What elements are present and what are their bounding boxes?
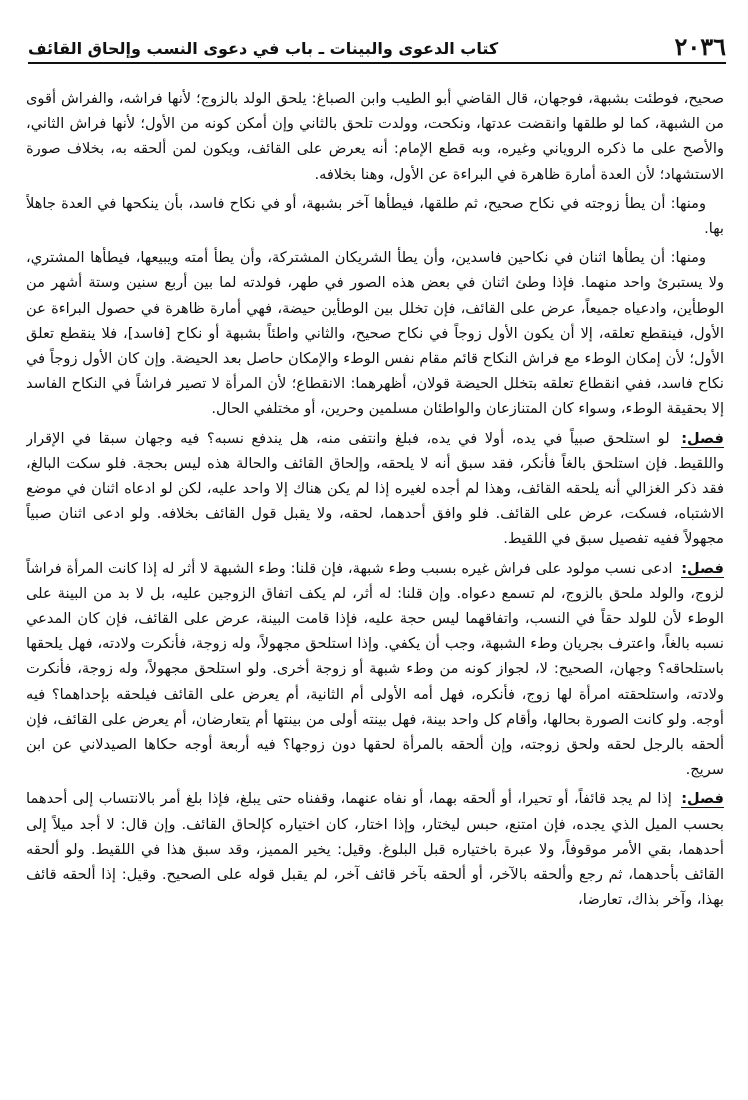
paragraph-text: ومنها: أن يطأ زوجته في نكاح صحيح، ثم طلقها، فيطأها آخر بشبهة، أو في نكاح فاسد، بأن ينكحها في العدة جاهلاً بها. <box>26 194 724 238</box>
paragraph-text: إذا لم يجد قائفاً، أو تحيرا، أو ألحقه بهما، أو نفاه عنهما، وقفناه حتى يبلغ، فإذا بلغ أمر بالانتساب إلى أحدهما بحسب الميل الذي يجده، فإن امتنع، حبس ليختار، وإذا اختار، كان اختياره كإلحاق القائف. وإن قال: لا أجد ميلاً إلى أحدهما، بقي الأمر موقوفاً، ولا عبرة باختياره قبل البلوغ. وقيل: يخير المميز، وقد سبق هذا في اللقيط. ولو ألحقه القائف بأحدهما، ثم رجع وألحقه بالآخر، أو ألحقه بآخر قائف آخر، لم يقبل قوله على الصحيح. وقيل: إذا ألحقه قائف بهذا، وآخر بذاك، تعارضا، <box>26 790 724 909</box>
chapter-title: كتاب الدعوى والبينات ـ باب في دعوى النسب وإلحاق القائف <box>28 39 499 58</box>
section-paragraph <box>26 426 724 552</box>
paragraph <box>26 191 724 241</box>
section-paragraph <box>26 786 724 912</box>
section-label: فصل: <box>681 559 724 577</box>
body-text <box>26 86 724 1080</box>
paragraph <box>26 245 724 421</box>
section-label: فصل: <box>681 429 724 447</box>
section-label: فصل: <box>681 790 724 808</box>
page-number: ٢٠٣٦ <box>674 32 726 61</box>
paragraph-text: صحيح، فوطئت بشبهة، فوجهان، قال القاضي أبو الطيب وابن الصباغ: يلحق الولد بالزوج؛ لأنها فراشه، والفراش أقوى من الشبهة، كما لو طلقها وانقضت عدتها، ونكحت، وولدت تلحق بالثاني وإن أمكن كونه من الأول؛ لأنها فراش الثاني، والأصح على ما ذكره الروياني وغيره، وبه قطع الإمام: أنه يعرض على القائف، ويكون لمن ألحقه به، بخلاف صورة الاستشهاد؛ لأن العدة أمارة ظاهرة في البراءة عن الأول، وهنا بخلافه. <box>26 90 724 183</box>
paragraph <box>26 86 724 187</box>
paragraph-text: لو استلحق صبياً في يده، أولا في يده، فبلغ وانتفى منه، هل يندفع نسبه؟ فيه وجهان سبقا في الإقرار واللقيط. فإن استلحق بالغاً فأنكر، فقد سبق أنه لا يلحقه، وإلحاق القائف والحالة هذه ليس بحجة. فلو سكت البالغ، فقد ذكر الغزالي أنه يلحقه القائف، وهذا لم أجده لغيره إذا لم يكن هناك إلا واحد عليه، لكن لو ادعاه اثنان في موضع الاشتباه، فسكت، عرض على القائف. فلو وافق أحدهما، لحقه، ولا يقبل قول القائف بخلافه. ولو ادعى اثنان صبياً مجهولاً ففيه تفصيل سبق في اللقيط. <box>26 429 724 548</box>
section-paragraph <box>26 556 724 783</box>
running-header <box>28 30 726 64</box>
paragraph-text: ومنها: أن يطأها اثنان في نكاحين فاسدين، وأن يطأ الشريكان المشتركة، وأن يطأ أمته ويبيعها، فيطأها المشتري، ولا يستبرئ واحد منهما. فإذا وطئ اثنان في بعض هذه الصور في طهر، فولدته لما بين أربع سنين وستة أشهر من الوطأين، وادعياه جميعاً، عرض على القائف، فإن تخلل بين الوطأين حيضة، فهي أمارة ظاهرة في حصول البراءة عن الأول، فينقطع تعلقه، إلا أن يكون الأول زوجاً في نكاح صحيح، والثاني واطئاً بشبهة أو نكاح [فاسد]، فلا ينقطع تعلق الأول؛ لأن إمكان الوطء مع فراش النكاح قائم مقام نفس الوطء والإمكان حاصل بعد الحيضة. وإن كان الأول زوجاً في نكاح فاسد، ففي انقطاع تعلقه بتخلل الحيضة قولان، أظهرهما: الانقطاع؛ لأن المرأة لا تصير فراشاً في النكاح الفاسد إلا بحقيقة الوطء، وسواء كان المتنازعان والواطئان مسلمين وحرين، أو مختلفي الحال. <box>26 249 724 418</box>
paragraph-text: ادعى نسب مولود على فراش غيره بسبب وطء شبهة، فإن قلنا: وطء الشبهة لا أثر له إذا كانت المرأة فراشاً لزوج، والولد ملحق بالزوج، لم تسمع دعواه. وإن قلنا: له أثر، لم يكف اتفاق الزوجين عليه، بل لا بد من البينة على الوطء لأن للولد حقاً في النسب، واتفاقهما ليس حجة عليه، فإذا قامت البينة، عرض على القائف، فإن كان المدعي نسبه بالغاً، واعترف بجريان وطء الشبهة، وجب أن يكفي. وإذا استلحق مجهولاً، وله زوجة، فأنكرت ولادته، فهل يلحقها باستلحاقه؟ وجهان، الصحيح: لا، لجواز كونه من وطء شبهة أو زوجة أخرى. ولو استلحق مجهولاً، وله زوجة، فأنكرت ولادته، واستلحقته امرأة لها زوج، فأنكره، فهل أمه الأولى أم الثانية، أم يعرض على القائف فيلحقه بإحداهما؟ فيه أوجه. ولو كانت الصورة بحالها، وأقام كل واحد بينة، فهل بينته أولى من بينتها أم يتعارضان، أم يعرض على القائف، فإن ألحقه بالرجل لحقه ولحق زوجته، وإن ألحقه بالمرأة لحقها دون زوجها؟ فيه أربعة أوجه حكاها الصيدلاني عن ابن سريج. <box>26 559 724 779</box>
